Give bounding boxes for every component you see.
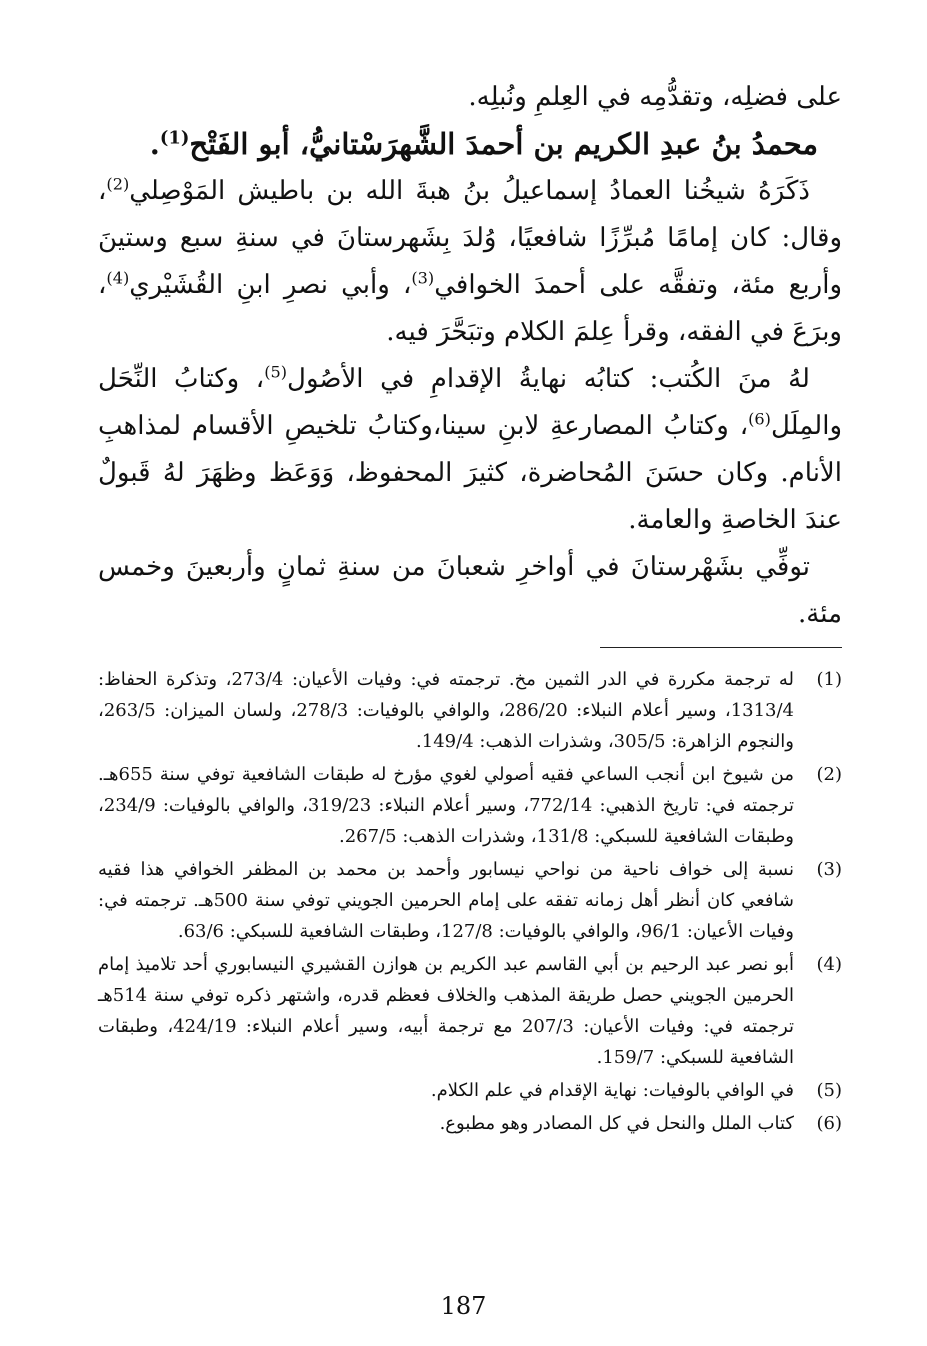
footnote-text: له ترجمة مكررة في الدر الثمين مخ. ترجمته في: وفيات الأعيان: 273/4، وتذكرة الحفاظ: 1313/4، وسير أعلام النبلاء: 286/20، والوافي بالوفيات: 278/3، ولسان الميزان: 263/5، والنجوم الزاهرة: 305/5، وشذرات الذهب: 149/4. [98, 669, 795, 752]
paragraph-4: توفِّي بشَهْرستانَ في أواخرِ شعبانَ من سنةِ ثمانٍ وأربعينَ وخمس مئة. [98, 552, 842, 629]
main-text [98, 74, 842, 638]
footnote-ref: (6) [748, 409, 771, 429]
footnote-text: في الوافي بالوفيات: نهاية الإقدام في علم الكلام. [430, 1080, 794, 1101]
footnote-number: (3) [816, 859, 842, 880]
text-run: لهُ منَ الكُتب: كتابُه نهايةُ الإقدامِ في الأصُول [287, 364, 810, 394]
heading-text: محمدُ بنُ عبدِ الكريم بن أحمدَ الشَّهرَسْتانيُّ، أبو الفَتْح [189, 127, 818, 161]
footnote-text: نسبة إلى خواف ناحية من نواحي نيسابور وأحمد بن محمد بن المظفر الخوافي هذا فقيه شافعي كان أنظر أهل زمانه تفقه على إمام الحرمين الجويني توفي سنة 500هـ. ترجمته في: وفيات الأعيان: 96/1، والوافي بالوفيات: 127/8، وطبقات الشافعية للسبكي: 63/6. [98, 859, 794, 942]
text-run: ذَكَرَهُ شيخُنا العمادُ إسماعيلُ بنُ هبةَ الله بن باطيش المَوْصِلي [129, 176, 810, 206]
footnote-ref: (5) [264, 362, 288, 382]
footnote-number: (6) [816, 1113, 842, 1134]
footnote-2 [98, 759, 842, 852]
text-run: ، وقال: كان إمامًا مُبرِّزًا شافعيًا، وُلدَ بِشَهرستانَ في سنةِ سبع وستينَ وأربع مئة، وتفقَّه على أحمدَ الخوافي [98, 176, 842, 300]
footnote-6 [98, 1108, 842, 1139]
footnote-text: كتاب الملل والنحل في كل المصادر وهو مطبوع. [439, 1113, 794, 1134]
footnote-ref: (3) [411, 268, 435, 288]
footnote-4 [98, 949, 842, 1073]
paragraph-1: على فضلِه، وتقدُّمِه في العِلمِ ونُبلِه. [468, 82, 842, 112]
footnote-1 [98, 664, 842, 757]
footnote-3 [98, 854, 842, 947]
text-run: ، وكتابُ النِّحَل والمِلَل [98, 364, 842, 441]
footnote-number: (4) [816, 954, 842, 975]
text-run: ، وأبي نصرِ ابنِ القُشَيْري [129, 270, 412, 300]
footnote-divider [600, 647, 842, 648]
footnote-number: (1) [816, 669, 842, 690]
footnote-text: من شيوخ ابن أنجب الساعي فقيه أصولي لغوي مؤرخ له طبقات الشافعية توفي سنة 655هـ. ترجمته في: تاريخ الذهبي: 772/14، وسير أعلام النبلاء: 319/23، والوافي بالوفيات: 234/9، وطبقات الشافعية للسبكي: 131/8، وشذرات الذهب: 267/5. [98, 764, 795, 847]
footnote-number: (2) [816, 764, 842, 785]
text-run: ، وبرَعَ في الفقه، وقرأ عِلمَ الكلام وتبَحَّرَ فيه. [98, 270, 842, 347]
footnotes [98, 664, 842, 1141]
footnote-5 [98, 1075, 842, 1106]
footnote-ref: (4) [106, 268, 130, 288]
page-number: 187 [440, 1292, 487, 1320]
heading-period: . [149, 127, 160, 161]
footnote-ref: (2) [106, 174, 130, 194]
footnote-ref: (1) [159, 127, 190, 149]
text-run: ، وكتابُ المصارعةِ لابنِ سينا،وكتابُ تلخيصِ الأقسام لمذاهبِ الأنام. وكان حسَنَ المُحاضرة، كثيرَ المحفوظ، وَوَعَظ وظهَرَ لهُ قَبولٌ عندَ الخاصةِ والعامة. [98, 411, 842, 535]
paragraph-3 [98, 356, 842, 544]
footnote-text: أبو نصر عبد الرحيم بن أبي القاسم عبد الكريم بن هوازن القشيري النيسابوري أحد تلاميذ إمام الحرمين الجويني حصل طريقة المذهب والخلاف فعظم قدره، واشتهر ذكره توفي سنة 514هـ ترجمته في: وفيات الأعيان: 207/3 مع ترجمة أبيه، وسير أعلام النبلاء: 424/19، وطبقات الشافعية للسبكي: 159/7. [98, 954, 794, 1068]
biography-heading [98, 121, 842, 168]
paragraph-2 [98, 168, 842, 356]
footnote-number: (5) [816, 1080, 842, 1101]
